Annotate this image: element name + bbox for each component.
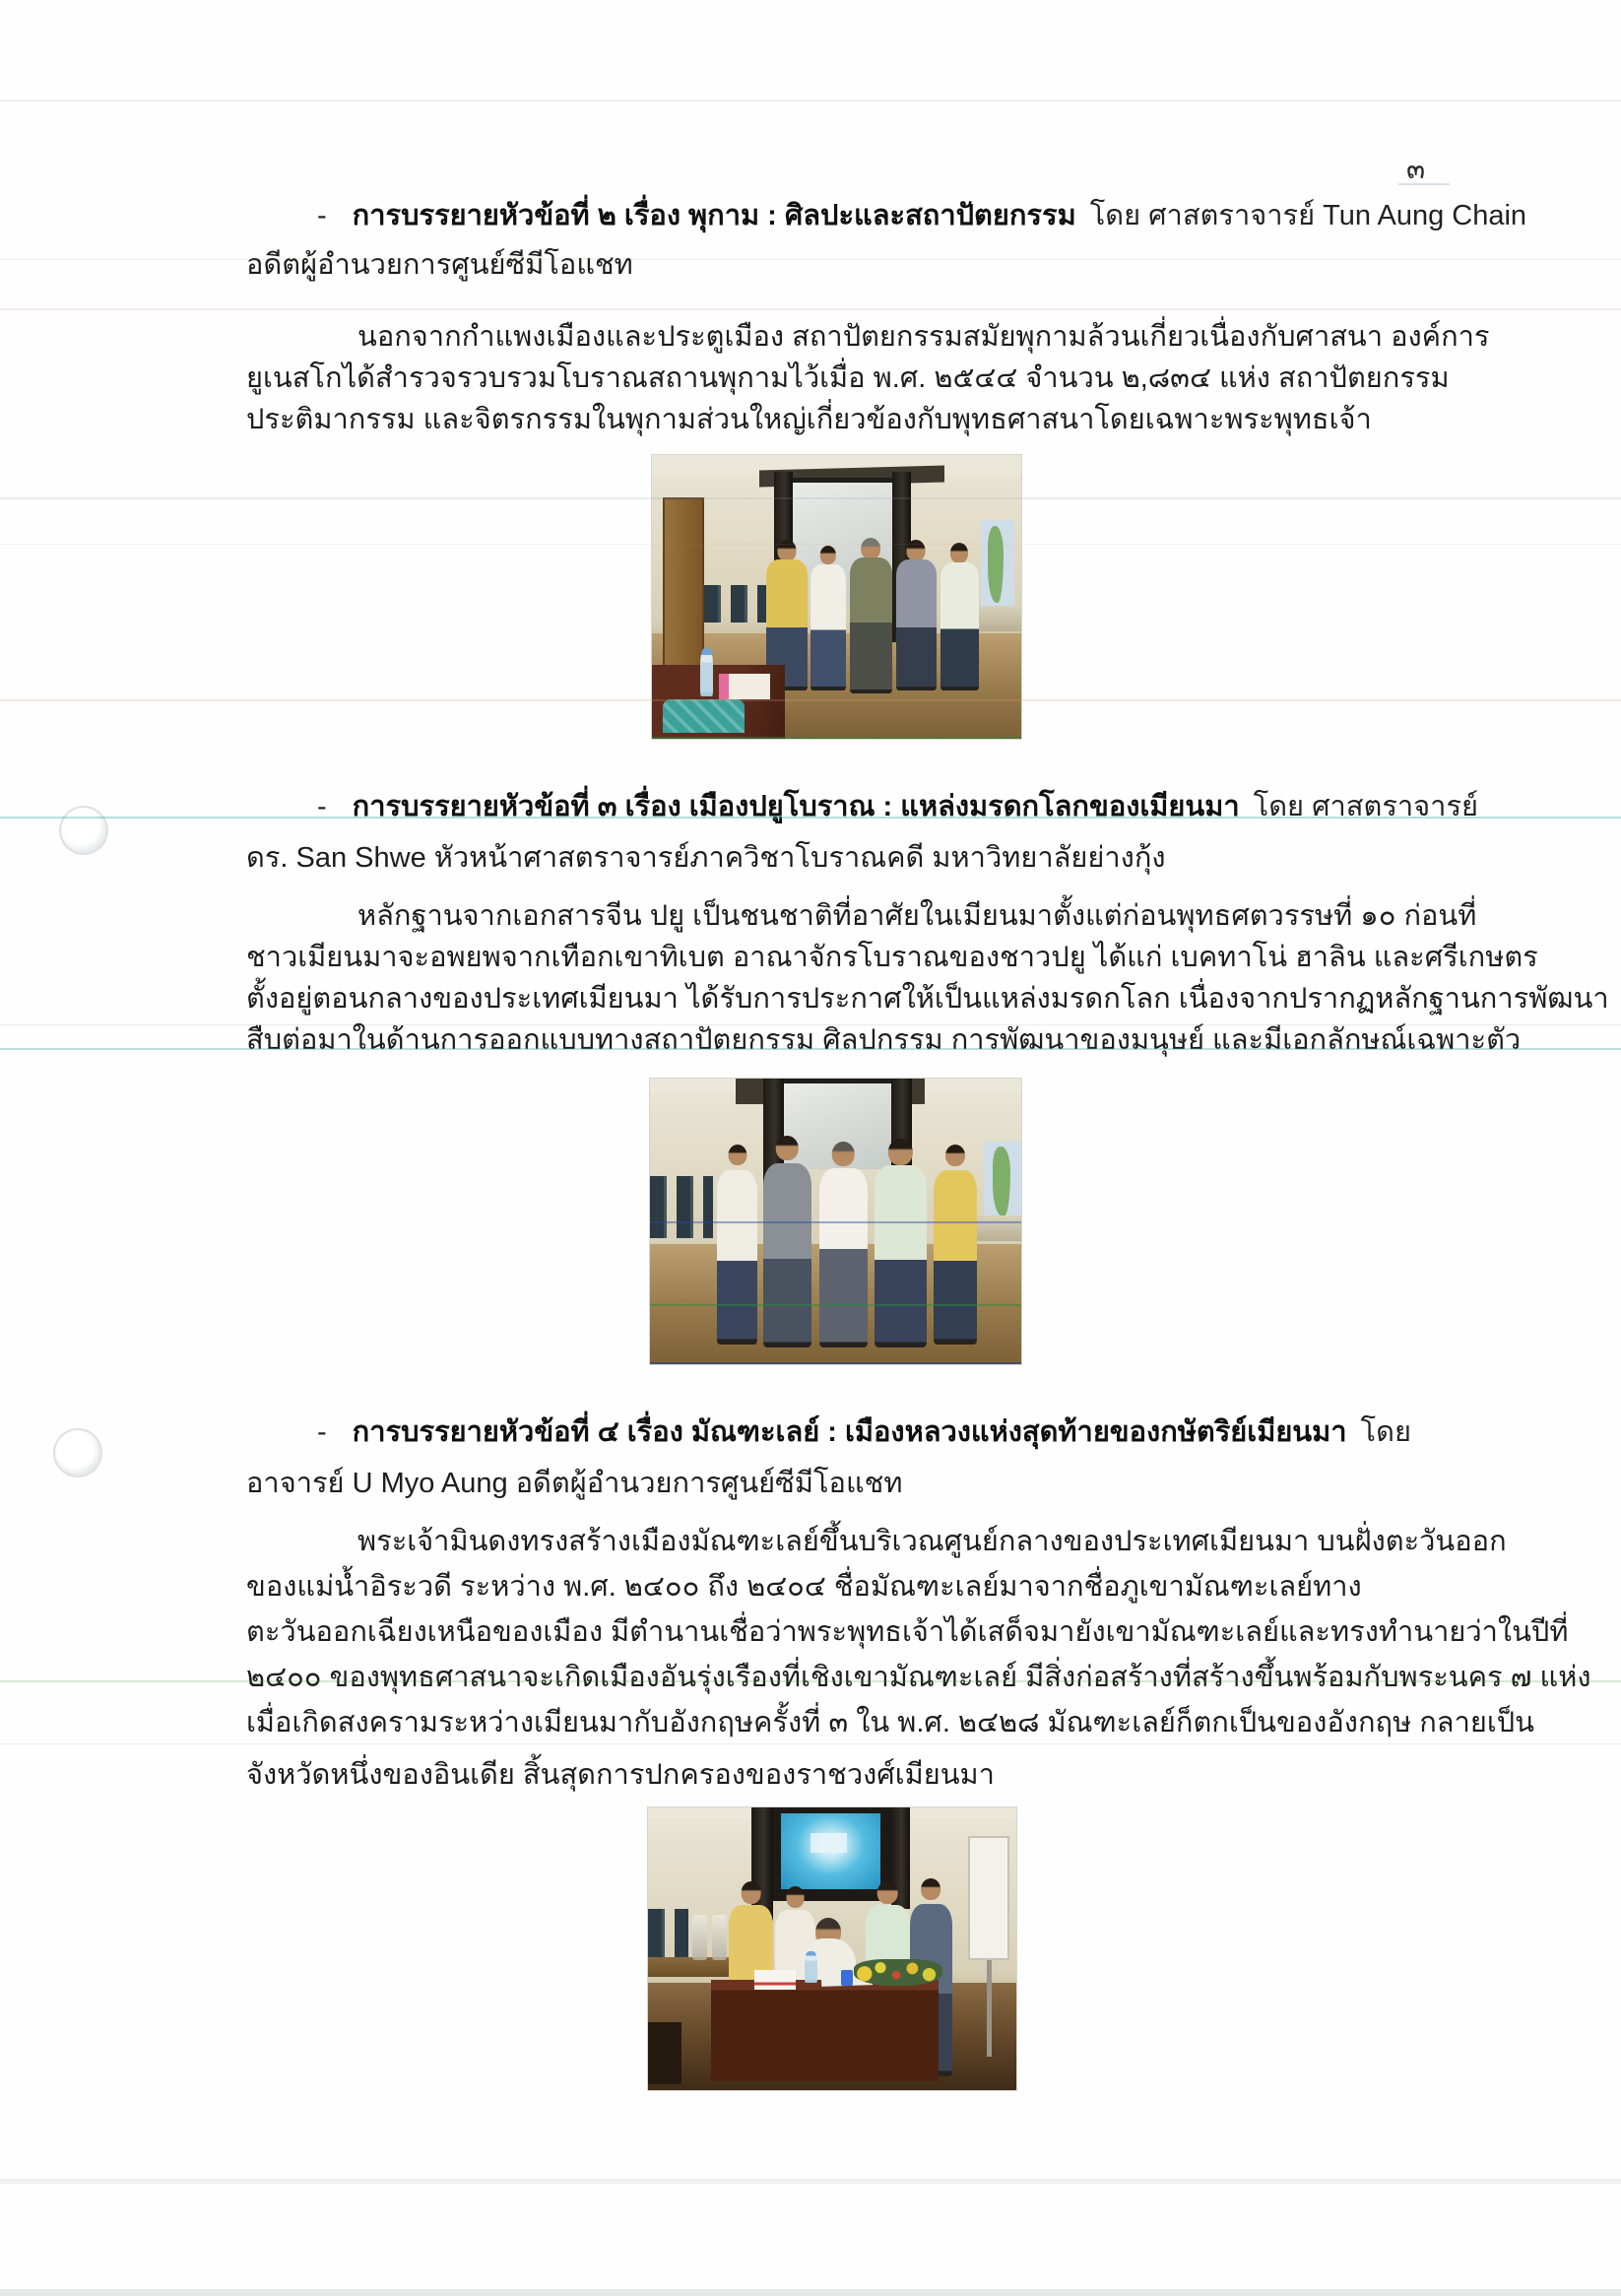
section-2-heading-line-2: อดีตผู้อำนวยการศูนย์ซีมีโอแชท xyxy=(246,249,633,281)
water-bottle xyxy=(700,648,713,696)
person xyxy=(896,540,937,690)
scan-line-blue-bottom xyxy=(650,1362,1021,1364)
paragraph-line: ชาวเมียนมาจะอพยพจากเทือกเขาทิเบต อาณาจักรโบราณของชาวปยู ได้แก่ เบคทาโน่ ฮาลิน และศรีเกษตร xyxy=(246,942,1538,973)
punch-hole-top xyxy=(61,808,106,853)
paragraph-line: นอกจากกำแพงเมืองและประตูเมือง สถาปัตยกรรมสมัยพุกามล้วนเกี่ยวเนื่องกับศาสนา องค์การ xyxy=(357,321,1490,353)
paragraph-line: เมื่อเกิดสงครามระหว่างเมียนมากับอังกฤษครั้งที่ ๓ ใน พ.ศ. ๒๔๒๘ มัณฑะเลย์ก็ตกเป็นของอังกฤษ กลายเป็น xyxy=(246,1707,1535,1738)
water-bottle xyxy=(805,1951,817,1983)
flipchart-stand xyxy=(987,1960,992,2057)
scan-artifact-line xyxy=(0,99,1621,101)
paragraph-line: พระเจ้ามินดงทรงสร้างเมืองมัณฑะเลย์ขึ้นบริเวณศูนย์กลางของประเทศเมียนมา บนฝั่งตะวันออก xyxy=(357,1526,1507,1557)
paragraph-line: ๒๔๐๐ ของพุทธศาสนาจะเกิดเมืองอันรุ่งเรืองที่เชิงเขามัณฑะเลย์ มีสิ่งก่อสร้างที่สร้างขึ้นพร้อมกับพระนคร ๗ แห่ง xyxy=(246,1662,1591,1693)
page-number-scan-underline xyxy=(1398,183,1450,185)
person xyxy=(810,546,846,690)
door xyxy=(663,497,703,668)
paragraph-line: หลักฐานจากเอกสารจีน ปยู เป็นชนชาติที่อาศัยในเมียนมาตั้งแต่ก่อนพุทธศตวรรษที่ ๑๐ ก่อนที่ xyxy=(357,900,1477,932)
paragraph-line: ตั้งอยู่ตอนกลางของประเทศเมียนมา ได้รับการประกาศให้เป็นแหล่งมรดกโลก เนื่องจากปรากฏหลักฐานการพัฒนา xyxy=(246,983,1609,1015)
heading-byline: โดย xyxy=(1360,1416,1411,1448)
chair-silhouette xyxy=(648,2022,681,2084)
chair-row xyxy=(648,1909,688,1960)
blue-object xyxy=(841,1970,852,1986)
paragraph-line: สืบต่อมาในด้านการออกแบบทางสถาปัตยกรรม ศิลปกรรม การพัฒนาของมนุษย์ และมีเอกลักษณ์เฉพาะตัว xyxy=(246,1024,1522,1056)
section-3-heading-line-1 xyxy=(246,785,1477,828)
speaker-desk xyxy=(711,1980,940,2081)
person-lecturer xyxy=(819,1142,868,1347)
paragraph-line: ของแม่น้ำอิระวดี ระหว่าง พ.ศ. ๒๔๐๐ ถึง ๒๔๐๔ ชื่อมัณฑะเลย์มาจากชื่อภูเขามัณฑะเลย์ทาง xyxy=(246,1571,1362,1603)
group-photo-lecture-4 xyxy=(648,1807,1016,2090)
group-photo-lecture-3 xyxy=(650,1079,1021,1364)
scan-line-green xyxy=(650,1304,1021,1306)
person xyxy=(940,543,979,690)
scan-line-blue xyxy=(650,1221,1021,1223)
page-number: ๓ xyxy=(1406,154,1426,184)
heading-topic: การบรรยายหัวข้อที่ ๒ เรื่อง พุกาม : ศิลปะและสถาปัตยกรรม xyxy=(352,200,1076,231)
scan-line-green xyxy=(652,737,1021,739)
heading-topic: การบรรยายหัวข้อที่ ๔ เรื่อง มัณฑะเลย์ : เมืองหลวงแห่งสุดท้ายของกษัตริย์เมียนมา xyxy=(352,1416,1347,1448)
person xyxy=(934,1145,976,1345)
section-2-heading-line-1 xyxy=(246,194,1527,237)
scan-artifact-band xyxy=(0,2179,1621,2184)
projected-slide xyxy=(810,1833,847,1853)
paragraph-line: ประติมากรรม และจิตรกรรมในพุกามส่วนใหญ่เกี่ยวข้องกับพุทธศาสนาโดยเฉพาะพระพุทธเจ้า xyxy=(246,404,1372,435)
paragraph-line: จังหวัดหนึ่งของอินเดีย สิ้นสุดการปกครองของราชวงศ์เมียนมา xyxy=(246,1759,995,1791)
person xyxy=(717,1145,757,1345)
glass-stand xyxy=(712,1915,727,1960)
paragraph-line: ยูเนสโกได้สำรวจรวบรวมโบราณสถานพุกามไว้เมื่อ พ.ศ. ๒๕๔๔ จำนวน ๒,๘๓๔ แห่ง สถาปัตยกรรม xyxy=(246,362,1450,394)
paragraph-line: ตะวันออกเฉียงเหนือของเมือง มีตำนานเชื่อว่าพระพุทธเจ้าได้เสด็จมายังเขามัณฑะเลย์และทรงทำนายว่าในปีที่ xyxy=(246,1616,1569,1648)
scan-artifact-line xyxy=(0,308,1621,310)
pink-white-box xyxy=(719,674,771,699)
bullet-dash: - xyxy=(317,200,327,231)
flower-garland xyxy=(854,1959,942,1986)
person-lecturer xyxy=(850,538,892,693)
tissue-box xyxy=(754,1970,795,1990)
person xyxy=(875,1139,927,1347)
section-4-heading-line-1 xyxy=(246,1410,1477,1454)
bullet-dash: - xyxy=(317,1416,327,1448)
flipchart-board xyxy=(968,1836,1008,1960)
section-3-heading-line-2: ดร. San Shwe หัวหน้าศาสตราจารย์ภาควิชาโบราณคดี มหาวิทยาลัยย่างกุ้ง xyxy=(246,842,1166,874)
bullet-dash: - xyxy=(317,791,327,822)
section-4-heading-line-2: อาจารย์ U Myo Aung อดีตผู้อำนวยการศูนย์ซีมีโอแชท xyxy=(246,1468,903,1499)
punch-hole-bottom xyxy=(55,1430,100,1476)
scan-edge-band xyxy=(0,2289,1621,2296)
group-photo-lecture-2 xyxy=(652,455,1021,739)
heading-topic: การบรรยายหัวข้อที่ ๓ เรื่อง เมืองปยูโบราณ : แหล่งมรดกโลกของเมียนมา xyxy=(352,791,1240,822)
heading-byline: โดย ศาสตราจารย์ xyxy=(1253,791,1479,822)
myanmar-map-poster xyxy=(984,1142,1021,1227)
teal-cloth xyxy=(663,699,745,734)
chair-row xyxy=(650,1176,713,1239)
glass-stand xyxy=(692,1915,707,1960)
person xyxy=(763,1136,811,1347)
heading-byline: โดย ศาสตราจารย์ Tun Aung Chain xyxy=(1089,200,1527,231)
myanmar-map-poster xyxy=(981,520,1014,614)
